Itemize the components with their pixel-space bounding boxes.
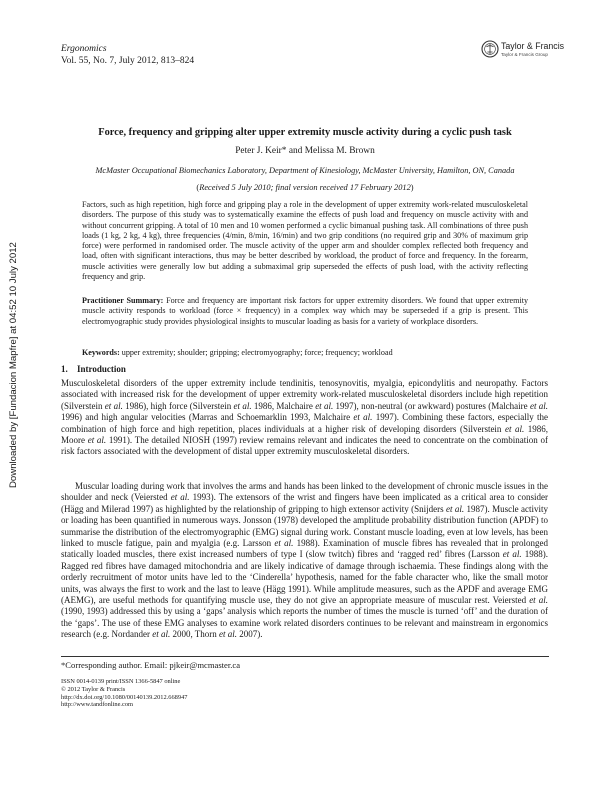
text-run: 1987). Muscle activity or loading has been quantified in numerous ways. Jonsson (1978) developed the amplitude probability distribution function (APDF) to summarise the distribution of the electromyographic (EMG) signal during work. Constant muscle loading, even at low levels, has been linked to muscle fatigue, pain and myalgia (e.g. Larsson [61, 503, 548, 549]
text-run: Musculoskeletal disorders of the upper extremity include tendinitis, tenosynovitis, myalgia, epicondylitis and neuropathy. Factors associated with increased risk for the development of upper extremity work-related musculoskeletal disorders include high repetition (Silverstein [61, 378, 548, 411]
publisher-logo-icon [481, 40, 499, 58]
citation-etal: et al. [502, 549, 522, 560]
article-authors: Peter J. Keir* and Melissa M. Brown [235, 146, 375, 156]
article-affiliation: McMaster Occupational Biomechanics Laboratory, Department of Kinesiology, McMaster University, Hamilton, ON, Canada [95, 166, 515, 175]
keywords-text: upper extremity; shoulder; gripping; electromyography; force; frequency; workload [119, 348, 393, 357]
text-run: 1997), non-neutral (or awkward) postures (Malchaire [333, 400, 530, 411]
citation-etal: et al. [233, 400, 252, 411]
section-heading [61, 364, 126, 374]
text-run: 1986, Moore [61, 423, 549, 446]
text-run: 1986), high force (Silverstein [122, 400, 234, 411]
citation-etal: et al. [104, 400, 123, 411]
publisher-name: Taylor & Francis [501, 41, 565, 51]
copyright: © 2012 Taylor & Francis [61, 685, 126, 693]
abstract: Factors, such as high repetition, high force and gripping play a role in the development of upper extremity work-related musculoskeletal disorders. The purpose of this study was to systematically examine the effects of push load and frequency on muscle activity with and without concurrent gripping. A total of 10 men and 10 women performed a cyclic bimanual pushing task. All combinations of three push loads (1 kg, 2 kg, 4 kg), three frequencies (4/min, 8/min, 16/min) and two grip conditions (no required grip and 30% of maximum grip force) were performed in randomised order. The muscle activity of the upper arm and shoulder complex reflected both frequency and load, often with significant interactions, thus may be better described by workload, the product of force and frequency. In the forearm, muscle activities were generally low but adding a submaximal grip superseded the effects of push load, with the activity reflecting frequency and grip. [82, 200, 528, 282]
citation-etal: et al. [274, 538, 294, 549]
journal-citation: Vol. 55, No. 7, July 2012, 813–824 [61, 55, 195, 66]
citation-etal: et al. [152, 629, 171, 640]
text-run: 1986, Malchaire [251, 400, 316, 411]
publication-meta [61, 678, 187, 709]
section-number: 1. [61, 364, 68, 374]
corresponding-author-footnote: *Corresponding author. Email: pjkeir@mcmaster.ca [61, 660, 241, 670]
doi-link[interactable]: http://dx.doi.org/10.1080/00140139.2012.668947 [61, 693, 188, 701]
publisher-url[interactable]: http://www.tandfonline.com [61, 701, 134, 709]
citation-etal: et al. [315, 400, 334, 411]
keywords [82, 348, 528, 358]
citation-etal: et al. [529, 400, 549, 411]
text-run: Muscular loading during work that involves the arms and hands has been linked to the development of chronic muscle issues in the shoulder and neck (Veiersted [61, 481, 548, 503]
text-run: (1990, 1993) addressed this by using a ‘gaps’ analysis which reports the number of times the muscle is turned ‘off’ and the duration of the ‘gaps’. The use of these EMG analyses to examine work related disorders continues to be relevant and mainstream in ergonomics research (e.g. Nordander [61, 606, 548, 640]
text-run: 1991). The detailed NIOSH (1997) review remains relevant and indicates the need to concentrate on the combination of risk factors associated with the development of distal upper extremity musculoskeletal disorders. [61, 435, 549, 457]
citation-etal: et al. [446, 503, 465, 514]
text-run: 1997). Combining these factors, especially the combination of high force and high repetition, places individuals at a higher risk of developing disorders (Silverstein [61, 412, 549, 434]
download-note: Downloaded by [Fundacion Mapfre] at 04:52 10 July 2012 [8, 242, 19, 488]
received-dates [61, 183, 549, 192]
citation-etal: et al. [529, 595, 548, 606]
intro-paragraph-2 [61, 481, 548, 641]
keywords-label: Keywords: [82, 348, 120, 357]
text-run: 1988). Ragged red fibres have damaged mitochondria and are likely indicative of damage through ischaemia. These findings along with the orderly recruitment of motor units have led to the ‘Cinderella’ hypothesis, named for the fable character who, like the small motor units, was always the first to work and the last to leave (Hägg 1991). While amplitude measures, such as the APDF and average EMG (AEMG), are useful methods for quantifying muscle use, they do not give an appropriate measure of muscular rest. Veiersted [61, 549, 549, 606]
publisher-group: Taylor & Francis Group [501, 52, 548, 57]
journal-header [61, 44, 194, 67]
practitioner-label: Practitioner Summary: [82, 296, 164, 305]
received-close: ) [410, 183, 414, 192]
citation-etal: et al. [219, 629, 238, 640]
practitioner-text: Force and frequency are important risk factors for upper extremity disorders. We found that upper extremity muscle activity responds to workload (force × frequency) in a complex way which may be superseded if a grip is present. This electromyographic study provides physiological insights to muscular loading as basis for a variety of workplace disorders. [82, 296, 528, 326]
footnote-divider [61, 656, 549, 657]
citation-etal: et al. [504, 423, 525, 434]
text-run: 2000, Thorn [170, 629, 220, 640]
publisher-logo [481, 39, 581, 65]
text-run: 1988). Examination of muscle fibres has revealed that in prolonged statically loaded muscles, there exist increased numbers of type I (slow twitch) fibres and ‘ragged red’ fibres (Larsson [61, 538, 548, 560]
issn: ISSN 0014-0139 print/ISSN 1366-5847 online [61, 678, 181, 685]
article-title: Force, frequency and gripping alter upper extremity muscle activity during a cyclic push task [98, 127, 512, 138]
text-run: 1996) and high angular velocities (Marras and Schoemarklin 1993, Malchaire [61, 412, 354, 423]
journal-name: Ergonomics [61, 44, 107, 54]
text-run: 1993). The extensors of the wrist and fingers have been implicated as a critical area to consider (Hägg and Milerad 1997) as highlighted by the relationship of gripping to high extensor activity (Snijders [61, 492, 548, 514]
citation-etal: et al. [87, 435, 107, 446]
received-text: Received 5 July 2010; final version received 17 February 2012 [199, 183, 411, 192]
practitioner-summary [82, 296, 528, 327]
citation-etal: et al. [170, 492, 190, 503]
intro-paragraph-1 [61, 378, 548, 458]
section-title: Introduction [77, 364, 126, 374]
received-open: ( [196, 183, 200, 192]
text-run: 2007). [237, 629, 263, 640]
citation-etal: et al. [353, 412, 373, 423]
